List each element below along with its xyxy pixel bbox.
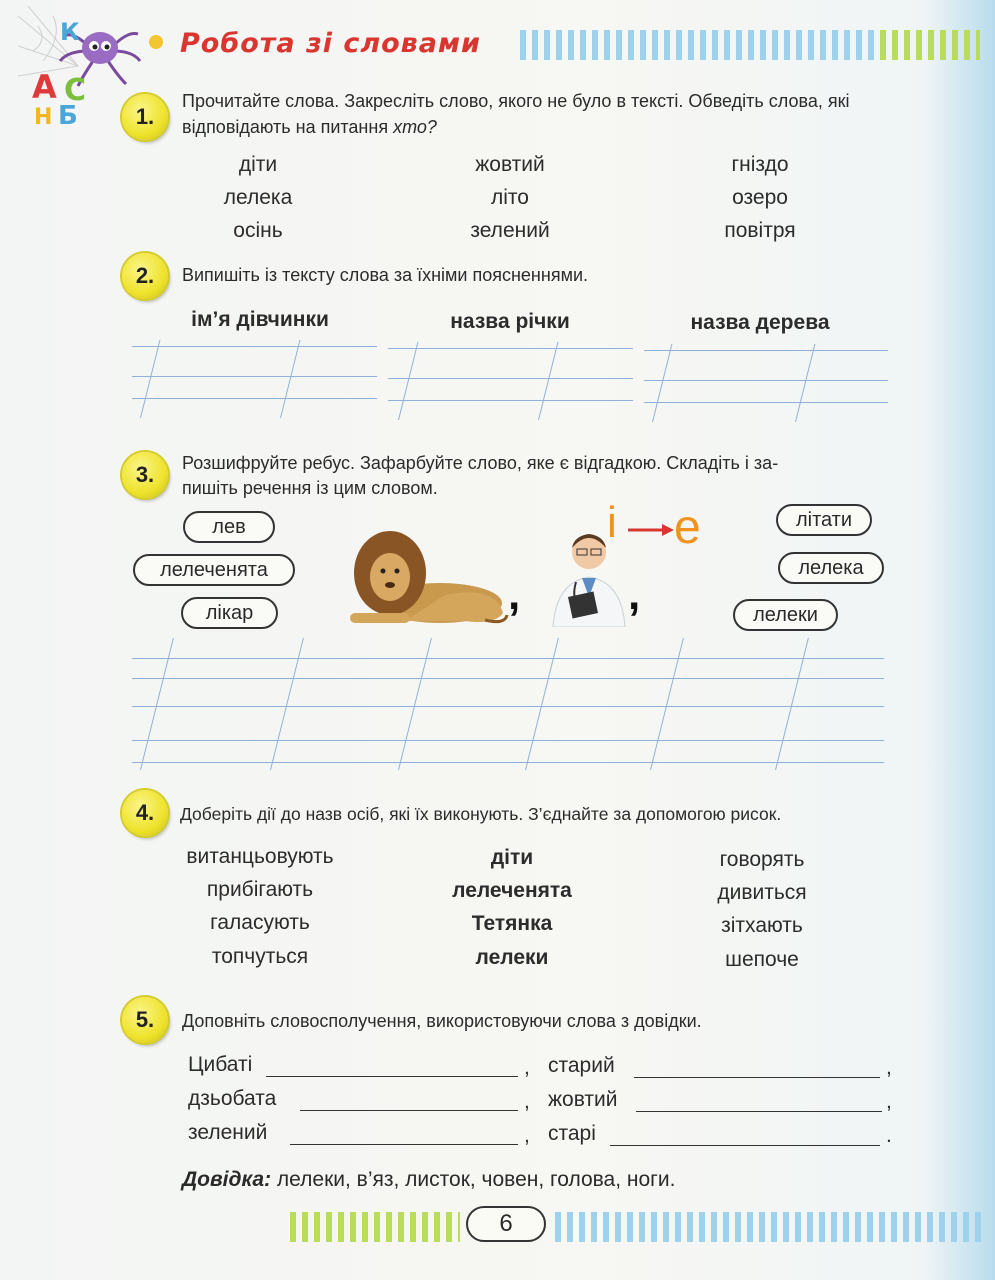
rebus-comma-2: , — [628, 570, 641, 619]
action-left[interactable]: топчуться — [211, 945, 309, 968]
action-right[interactable]: говорять — [719, 848, 805, 871]
task-4-badge: 4. — [122, 790, 168, 836]
arrow-right-icon — [628, 522, 674, 538]
word[interactable]: лелека — [223, 186, 293, 209]
person[interactable]: лелеки — [475, 946, 549, 969]
page-number-badge — [466, 1206, 546, 1242]
answer-option-leleky[interactable]: лелеки — [733, 599, 838, 631]
task-4-instruction: Доберіть дії до назв осіб, які їх виконують. З’єднайте за допомогою рисок. — [180, 804, 782, 824]
separator: , — [524, 1124, 530, 1147]
answer-option-lelechenyata[interactable]: лелеченята — [133, 554, 295, 586]
column-header: назва річки — [450, 310, 570, 333]
hint-label: Довідка: — [182, 1168, 272, 1191]
phrase-right: старий — [548, 1054, 615, 1077]
svg-text:К: К — [60, 18, 80, 46]
footer-stripes-right — [555, 1212, 985, 1242]
phrase-left: дзьобата — [188, 1087, 277, 1110]
svg-text:Н: Н — [34, 105, 53, 126]
person[interactable]: лелеченята — [452, 879, 572, 902]
task-5-instruction: Доповніть словосполучення, використовуючи слова з довідки. — [182, 1011, 702, 1031]
lion-image — [345, 525, 510, 630]
blank-field[interactable] — [266, 1076, 518, 1077]
answer-option-lev[interactable]: лев — [183, 511, 275, 543]
footer-stripes-left — [290, 1212, 460, 1242]
separator: , — [524, 1056, 530, 1079]
column-header: ім’я дівчинки — [191, 308, 329, 331]
header-stripes — [520, 30, 880, 60]
word[interactable]: озеро — [732, 186, 788, 209]
blank-field[interactable] — [634, 1077, 880, 1078]
phrase-left: зелений — [188, 1121, 268, 1144]
action-right[interactable]: дивиться — [717, 881, 807, 904]
column-header: назва дерева — [690, 311, 830, 334]
answer-option-leleka[interactable]: лелека — [778, 552, 884, 584]
task-1-badge: 1. — [122, 94, 168, 140]
end-punct: . — [886, 1124, 892, 1147]
word[interactable]: діти — [238, 153, 278, 176]
doctor-image — [548, 522, 630, 627]
blank-field[interactable] — [636, 1111, 882, 1112]
task-2-badge: 2. — [122, 253, 168, 299]
task-1-instruction — [182, 88, 902, 140]
action-right[interactable]: шепоче — [725, 948, 799, 971]
task-3-instruction-line-1: Розшифруйте ребус. Зафарбуйте слово, яке є відгадкою. Складіть і за- — [182, 453, 779, 473]
word[interactable]: зелений — [470, 219, 550, 242]
word[interactable]: гніздо — [731, 153, 789, 176]
page-number: 6 — [499, 1210, 513, 1237]
action-left[interactable]: галасують — [210, 911, 310, 934]
person[interactable]: діти — [490, 846, 534, 869]
end-punct: , — [886, 1090, 892, 1113]
answer-option-lity[interactable]: літати — [776, 504, 872, 536]
task-2-instruction: Випишіть із тексту слова за їхніми поясненнями. — [182, 265, 588, 285]
answer-option-likar[interactable]: лікар — [181, 597, 278, 629]
header-stripes-green — [880, 30, 980, 60]
person[interactable]: Тетянка — [471, 912, 553, 935]
task-3-badge: 3. — [122, 452, 168, 498]
phrase-right: жовтий — [548, 1088, 618, 1111]
hint-line — [182, 1168, 675, 1192]
phrase-left: Цибаті — [188, 1053, 253, 1076]
blank-field[interactable] — [300, 1110, 518, 1111]
separator: , — [524, 1090, 530, 1113]
task-5-badge: 5. — [122, 997, 168, 1043]
word[interactable]: повітря — [724, 219, 796, 242]
page-title: Робота зі словами — [180, 28, 481, 59]
action-left[interactable]: прибігають — [206, 878, 314, 901]
word[interactable]: літо — [491, 186, 529, 209]
word[interactable]: осінь — [233, 219, 283, 242]
rebus-comma-1: , — [508, 570, 521, 619]
task-3-instruction-line-2: пишіть речення із цим словом. — [182, 478, 438, 498]
word[interactable]: жовтий — [475, 153, 545, 176]
page-edge-shade — [925, 0, 995, 1280]
end-punct: , — [886, 1056, 892, 1079]
svg-text:Б: Б — [58, 101, 78, 126]
task-1-instruction-text: Прочитайте слова. Закресліть слово, якого не було в тексті. Обведіть слова, які відповідають на питання — [182, 91, 850, 137]
blank-field[interactable] — [610, 1145, 880, 1146]
action-right[interactable]: зітхають — [721, 914, 803, 937]
rebus-letter-from: і — [607, 498, 617, 547]
task-1-instruction-question: хто? — [393, 117, 437, 137]
rebus-letter-to: е — [674, 501, 701, 554]
hint-text: лелеки, в’яз, листок, човен, голова, ноги. — [271, 1168, 676, 1191]
svg-text:А: А — [32, 68, 57, 106]
svg-text:С: С — [64, 73, 87, 108]
action-left[interactable]: витанцьовують — [186, 845, 334, 868]
blank-field[interactable] — [290, 1144, 518, 1145]
phrase-right: старі — [548, 1122, 596, 1145]
